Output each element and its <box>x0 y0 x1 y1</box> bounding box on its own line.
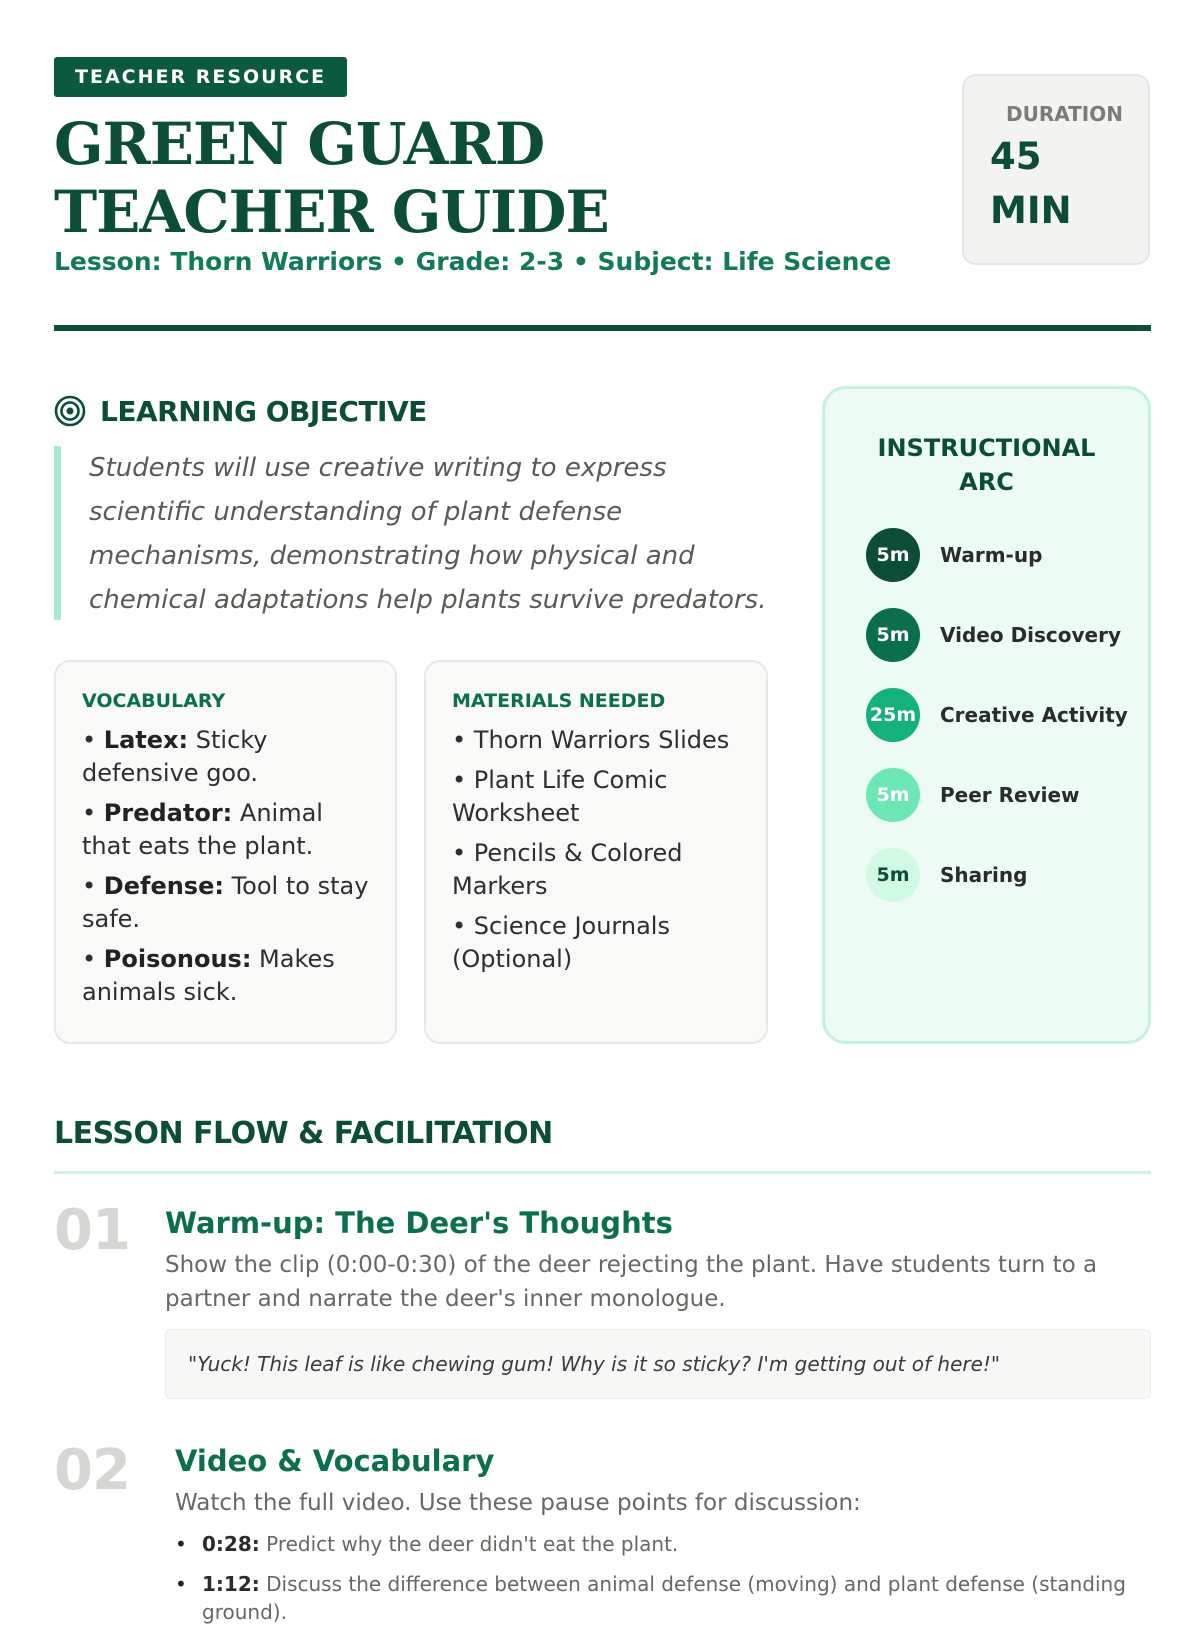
step-number: 01 <box>54 1198 130 1263</box>
material-item: • Plant Life Comic Worksheet <box>452 766 668 827</box>
arc-step-label: Warm-up <box>940 543 1043 567</box>
material-item: • Pencils & Colored Markers <box>452 839 683 900</box>
arc-heading: INSTRUCTIONAL ARC <box>877 434 1096 496</box>
arc-step-label: Sharing <box>940 863 1028 887</box>
pause-point: • 0:28: Predict why the deer didn't eat the plant. <box>175 1530 1165 1558</box>
vocab-item: • Latex: Sticky defensive goo. <box>82 726 268 787</box>
step-title: Video & Vocabulary <box>175 1444 495 1478</box>
arc-step-label: Creative Activity <box>940 703 1128 727</box>
lesson-flow-heading: LESSON FLOW & FACILITATION <box>54 1116 553 1151</box>
pause-points-list <box>175 1530 1165 1638</box>
arc-step-label: Video Discovery <box>940 623 1122 647</box>
duration-label: DURATION <box>1006 102 1123 126</box>
material-item: • Thorn Warriors Slides <box>452 726 730 754</box>
arc-step-time: 5m <box>866 608 920 662</box>
arc-step <box>866 687 1148 743</box>
step-title: Warm-up: The Deer's Thoughts <box>165 1206 673 1240</box>
material-item: • Science Journals (Optional) <box>452 912 670 973</box>
vocab-item: • Defense: Tool to stay safe. <box>82 872 369 933</box>
page-title: GREEN GUARD TEACHER GUIDE <box>54 110 609 246</box>
duration-box <box>962 74 1150 265</box>
vocabulary-heading: VOCABULARY <box>82 690 226 712</box>
step-description: Watch the full video. Use these pause points for discussion: <box>175 1490 861 1516</box>
lesson-flow-divider <box>54 1171 1151 1174</box>
arc-step <box>866 847 1148 903</box>
step-description: Show the clip (0:00-0:30) of the deer rejecting the plant. Have students turn to a partner and narrate the deer's inner monologue. <box>165 1252 1098 1312</box>
lesson-subtitle: Lesson: Thorn Warriors • Grade: 2-3 • Subject: Life Science <box>54 247 892 276</box>
resource-tag: TEACHER RESOURCE <box>54 57 347 97</box>
header-divider <box>54 325 1151 331</box>
vocab-item: • Predator: Animal that eats the plant. <box>82 799 323 860</box>
arc-step-label: Peer Review <box>940 783 1080 807</box>
target-icon <box>54 395 86 427</box>
arc-step <box>866 607 1148 663</box>
pause-point: • 1:12: Discuss the difference between animal defense (moving) and plant defense (standing ground). <box>175 1570 1165 1626</box>
vocabulary-card <box>54 660 397 1044</box>
arc-step <box>866 527 1148 583</box>
arc-step-time: 5m <box>866 528 920 582</box>
objective-text: Students will use creative writing to express scientific understanding of plant defense mechanisms, demonstrating how physical and chemical adaptations help plants survive predators. <box>54 446 774 620</box>
instructional-arc-panel <box>822 386 1151 1044</box>
arc-step-time: 5m <box>866 768 920 822</box>
materials-heading: MATERIALS NEEDED <box>452 690 666 712</box>
materials-card <box>424 660 768 1044</box>
duration-value: 45 MIN <box>990 135 1072 232</box>
arc-steps <box>825 527 1148 903</box>
arc-step-time: 25m <box>866 688 920 742</box>
arc-step <box>866 767 1148 823</box>
example-quote: "Yuck! This leaf is like chewing gum! Why is it so sticky? I'm getting out of here!" <box>165 1329 1151 1399</box>
vocab-item: • Poisonous: Makes animals sick. <box>82 945 335 1006</box>
objective-title: LEARNING OBJECTIVE <box>100 394 427 428</box>
objective-heading <box>54 393 427 429</box>
arc-step-time: 5m <box>866 848 920 902</box>
step-number: 02 <box>54 1438 130 1503</box>
